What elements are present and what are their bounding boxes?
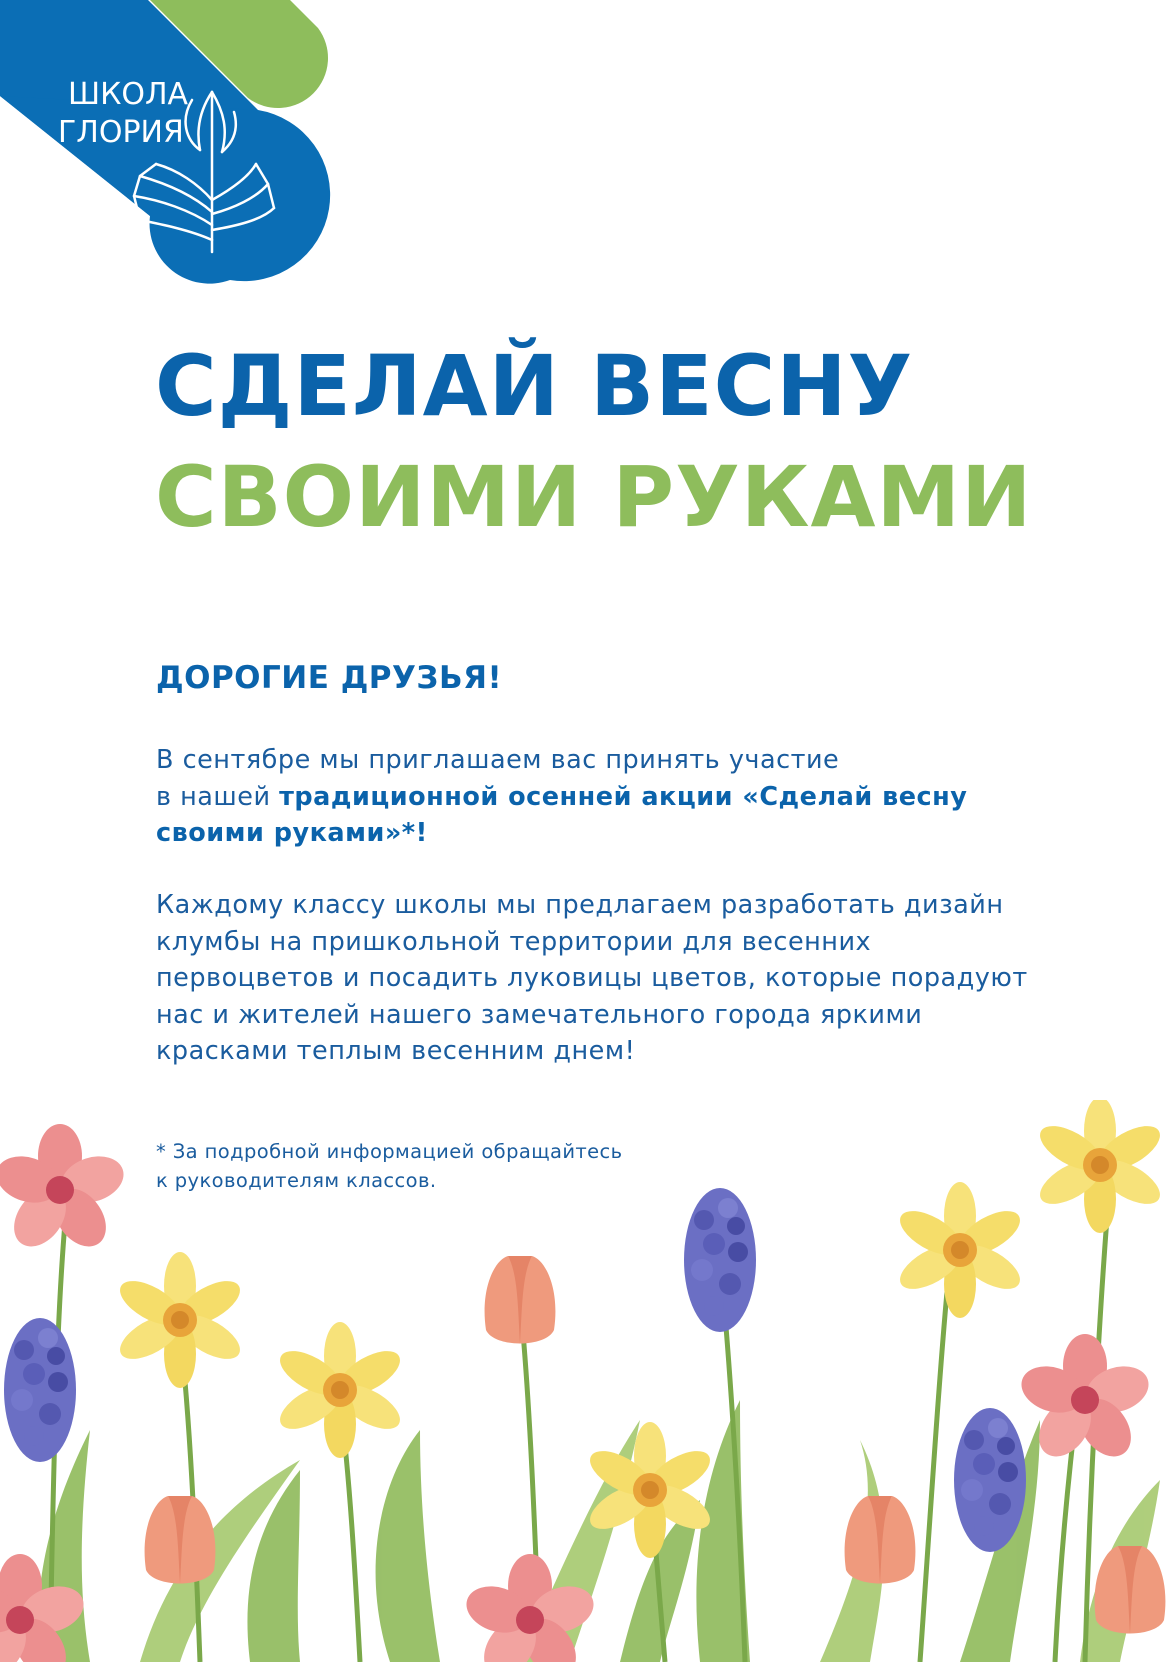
footnote-line-2: к руководителям классов. [156, 1169, 437, 1192]
logo-text-line1: ШКОЛА [68, 77, 189, 112]
invitation-text-a: В сентябре мы приглашаем вас принять участие [156, 745, 840, 775]
event-name-bold: традиционной осенней акции «Сделай весну своими руками»*! [156, 781, 968, 848]
title-line-1: СДЕЛАЙ ВЕСНУ [155, 337, 914, 435]
invitation-text-b: в нашей [156, 781, 280, 812]
logo-text-line2: ГЛОРИЯ [58, 115, 184, 150]
title-line-2: СВОИМИ РУКАМИ [155, 448, 1033, 546]
invitation-paragraph [156, 742, 1056, 852]
spring-flowers-illustration [0, 1100, 1173, 1662]
school-logo [0, 0, 340, 290]
footnote-line-1: * За подробной информацией обращайтесь [156, 1140, 623, 1163]
description-paragraph: Каждому классу школы мы предлагаем разработать дизайн клумбы на пришкольной территории для весенних первоцветов и посадить луковицы цветов, которые порадуют нас и жителей нашего замечательного города яркими красками теплым весенним днем! [156, 890, 1028, 1066]
greeting-heading: ДОРОГИЕ ДРУЗЬЯ! [156, 660, 503, 696]
